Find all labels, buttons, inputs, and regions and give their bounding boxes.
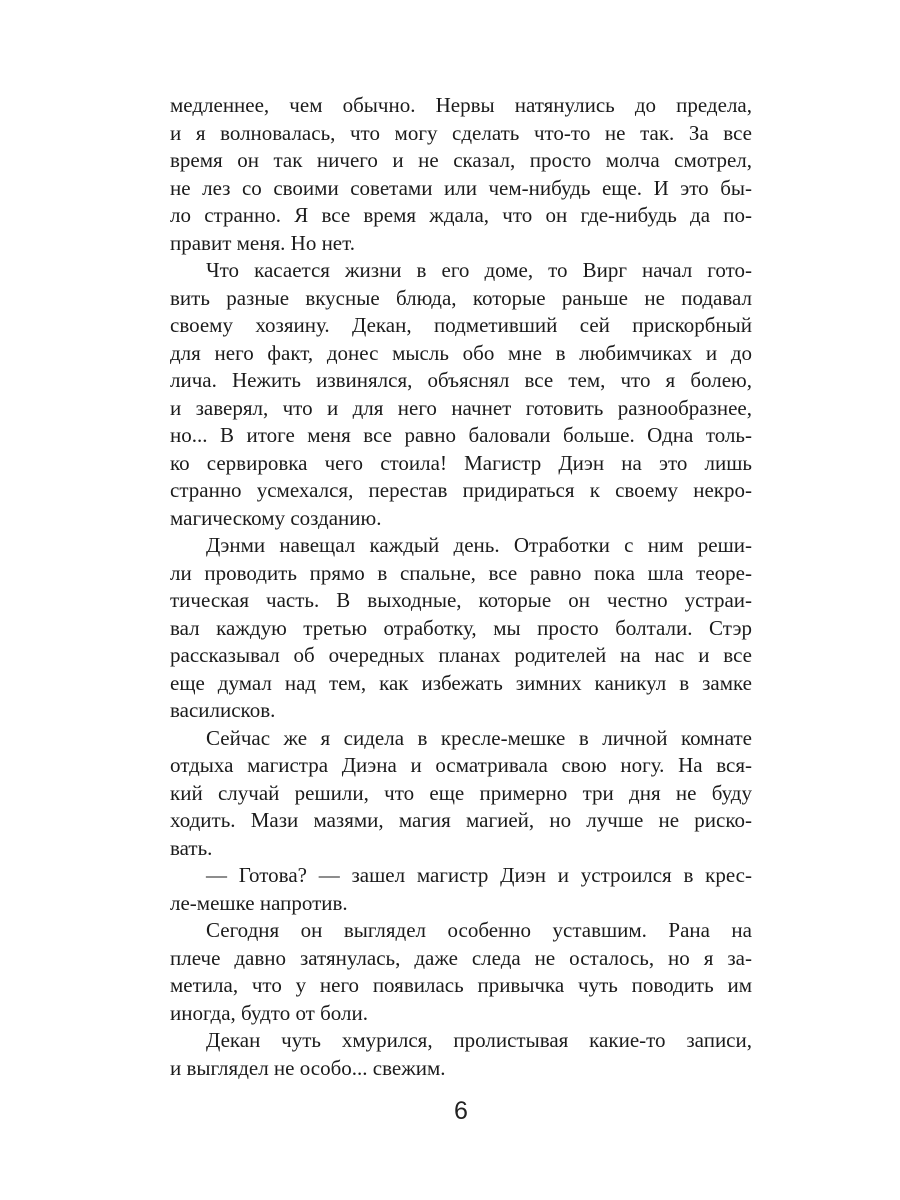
text-line: василисков. bbox=[170, 698, 276, 722]
text-line: для него факт, донес мысль обо мне в любимчиках и до bbox=[170, 340, 752, 365]
text-line: и выглядел не особо... свежим. bbox=[170, 1055, 446, 1080]
text-line: магическому созданию. bbox=[170, 505, 382, 530]
text-line: Декан чуть хмурился, пролистывая какие-то записи, bbox=[206, 1028, 752, 1052]
page-text bbox=[170, 92, 752, 1082]
text-line: странно усмехался, перестав придираться к своему некро- bbox=[170, 478, 752, 502]
page-number: 6 bbox=[454, 1097, 468, 1125]
text-line: отдыха магистра Диэна и осматривала свою ногу. На вся- bbox=[170, 753, 752, 777]
text-line: и я волновалась, что могу сделать что-то не так. За все bbox=[170, 120, 752, 145]
text-line: кий случай решили, что еще примерно три дня не буду bbox=[170, 780, 752, 805]
text-line: плече давно затянулась, даже следа не осталось, но я за- bbox=[170, 945, 752, 970]
text-line: Дэнми навещал каждый день. Отработки с ним реши- bbox=[206, 533, 752, 557]
text-line: еще думал над тем, как избежать зимних каникул в замке bbox=[170, 670, 752, 695]
text-line: метила, что у него появилась привычка чуть поводить им bbox=[170, 973, 752, 997]
text-line: своему хозяину. Декан, подметивший сей прискорбный bbox=[170, 313, 752, 337]
text-line: ли проводить прямо в спальне, все равно пока шла теоре- bbox=[170, 560, 752, 585]
text-line: Что касается жизни в его доме, то Вирг начал гото- bbox=[206, 258, 752, 282]
text-line: лича. Нежить извинялся, объяснял все тем, что я болею, bbox=[170, 368, 752, 392]
text-line: ло странно. Я все время ждала, что он где-нибудь да по- bbox=[170, 203, 752, 227]
text-line: ходить. Мази мазями, магия магией, но лучше не риско- bbox=[170, 808, 752, 832]
text-line: рассказывал об очередных планах родителей на нас и все bbox=[170, 643, 752, 667]
text-line: правит меня. Но нет. bbox=[170, 230, 355, 255]
text-line: ко сервировка чего стоила! Магистр Диэн на это лишь bbox=[170, 450, 752, 475]
text-line: вать. bbox=[170, 835, 213, 860]
text-line: вить разные вкусные блюда, которые раньше не подавал bbox=[170, 285, 752, 310]
text-line: время он так ничего и не сказал, просто молча смотрел, bbox=[170, 148, 752, 172]
text-line: иногда, будто от боли. bbox=[170, 1000, 368, 1025]
text-line: Сегодня он выглядел особенно уставшим. Рана на bbox=[206, 918, 752, 942]
text-line: ле-мешке напротив. bbox=[170, 890, 348, 915]
text-line: Сейчас же я сидела в кресле-мешке в личной комнате bbox=[206, 725, 752, 750]
text-line: медленнее, чем обычно. Нервы натянулись до предела, bbox=[170, 93, 752, 117]
text-line: но... В итоге меня все равно баловали больше. Одна толь- bbox=[170, 423, 752, 447]
text-line: — Готова? — зашел магистр Диэн и устроился в крес- bbox=[206, 863, 752, 887]
text-line: не лез со своими советами или чем-нибудь еще. И это бы- bbox=[170, 175, 752, 200]
text-line: и заверял, что и для него начнет готовить разнообразнее, bbox=[170, 395, 752, 420]
text-line: вал каждую третью отработку, мы просто болтали. Стэр bbox=[170, 615, 752, 640]
text-line: тическая часть. В выходные, которые он честно устраи- bbox=[170, 588, 752, 612]
